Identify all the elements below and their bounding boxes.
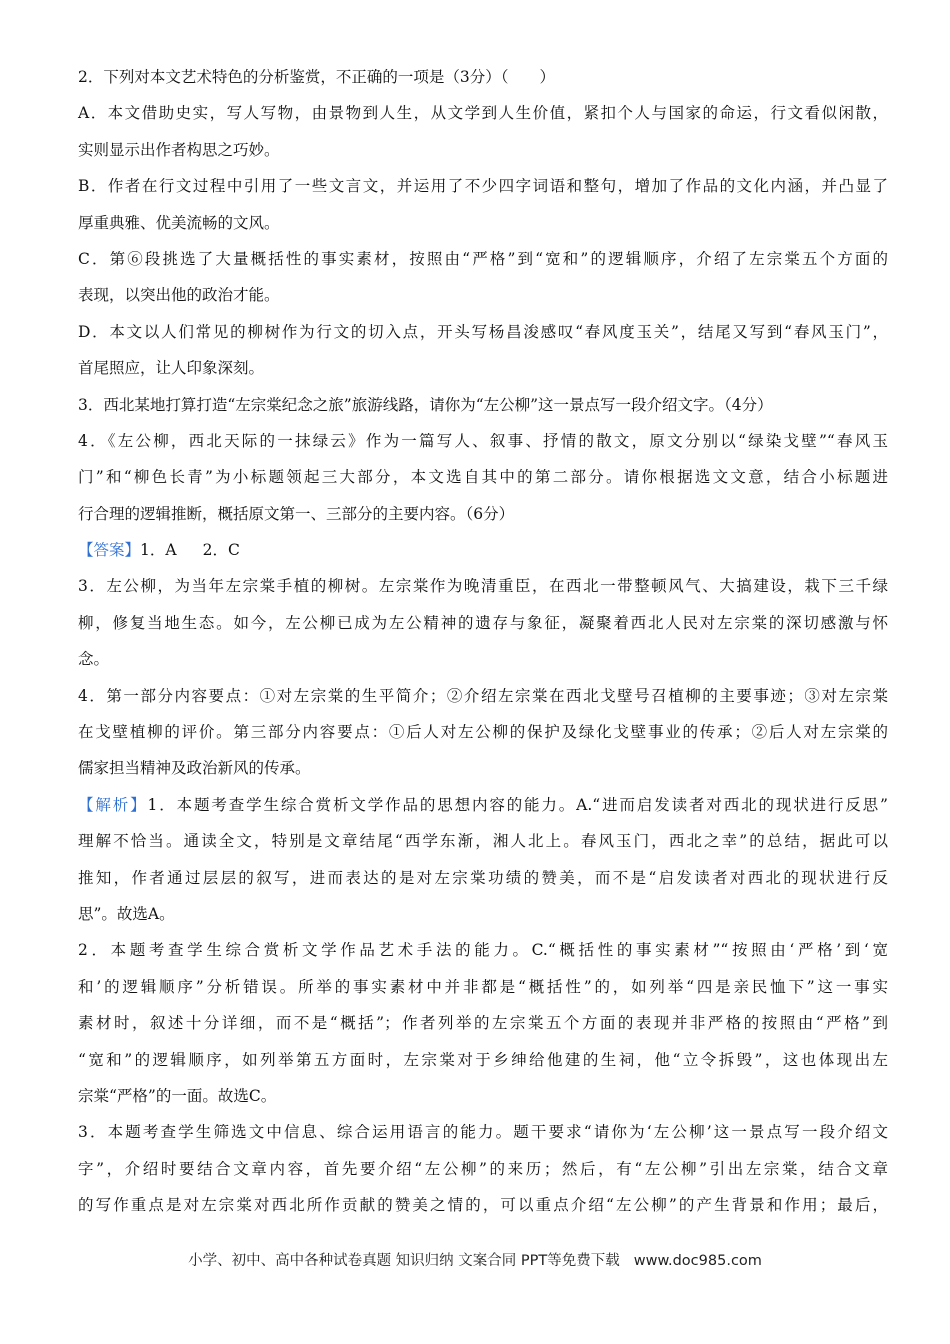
analysis-2-line-4: “宽和”的逻辑顺序，如列举第五方面时，左宗棠对于乡绅给他建的生祠，他“立令拆毁”，这也体现出左 [78,1050,888,1069]
answer-3-line-1: 3．左公柳，为当年左宗棠手植的柳树。左宗棠作为晚清重臣，在西北一带整顿风气、大搞建设，栽下三千绿 [78,577,888,596]
question-3-stem: 3．西北某地打算打造“左宗棠纪念之旅”旅游线路，请你为“左公柳”这一景点写一段介绍文字。（4分） [78,395,773,414]
analysis-1-line-2: 理解不恰当。通读全文，特别是文章结尾“西学东渐，湘人北上。春风玉门，西北之幸”的总结，据此可以 [78,832,888,851]
analysis-1-line-1 [78,796,888,814]
option-b-line-1: B．作者在行文过程中引用了一些文言文，并运用了不少四字词语和整句，增加了作品的文化内涵，并凸显了 [78,177,888,196]
analysis-3-line-1: 3．本题考查学生筛选文中信息、综合运用语言的能力。题干要求“请你为‘左公柳’这一景点写一段介绍文 [78,1123,888,1142]
option-d-line-2: 首尾照应，让人印象深刻。 [78,359,265,378]
analysis-2-line-2: 和’的逻辑顺序”分析错误。所举的事实素材中并非都是“概括性”的，如列举“四是亲民恤下”这一事实 [78,977,888,996]
answer-4-line-2: 在戈壁植柳的评价。第三部分内容要点：①后人对左公柳的保护及绿化戈壁事业的传承；②后人对左宗棠的 [78,723,888,742]
footer-url: www.doc985.com [633,1253,762,1269]
analysis-2-line-3: 素材时，叙述十分详细，而不是“概括”；作者列举的左宗棠五个方面的表现并非严格的按照由“严格”到 [78,1014,888,1033]
document-page [78,68,888,1233]
footer-text: 小学、初中、高中各种试卷真题 知识归纳 文案合同 PPT等免费下载 [188,1253,620,1269]
option-a-line-1: A．本文借助史实，写人写物，由景物到人生，从文学到人生价值，紧扣个人与国家的命运，行文看似闲散， [78,104,888,123]
question-4-line-1: 4．《左公柳，西北天际的一抹绿云》作为一篇写人、叙事、抒情的散文，原文分别以“绿染戈壁”“春风玉 [78,431,888,450]
option-c-line-1: C．第⑥段挑选了大量概括性的事实素材，按照由“严格”到“宽和”的逻辑顺序，介绍了左宗棠五个方面的 [78,249,888,268]
option-d-line-1: D．本文以人们常见的柳树作为行文的切入点，开头写杨昌浚感叹“春风度玉关”，结尾又写到“春风玉门”， [78,322,888,341]
answer-3-line-2: 柳，修复当地生态。如今，左公柳已成为左公精神的遗存与象征，凝聚着西北人民对左宗棠的深切感激与怀 [78,613,888,632]
analysis-3-line-2: 字”，介绍时要结合文章内容，首先要介绍“左公柳”的来历；然后，有“左公柳”引出左宗棠，结合文章 [78,1159,888,1178]
analysis-1-line-4: 思”。故选A。 [78,904,175,923]
option-b-line-2: 厚重典雅、优美流畅的文风。 [78,213,280,232]
analysis-1-line-3: 推知，作者通过层层的叙写，进而表达的是对左宗棠功绩的赞美，而不是“启发读者对西北的现状进行反 [78,868,888,887]
option-c-line-2: 表现，以突出他的政治才能。 [78,286,280,305]
analysis-3-line-3: 的写作重点是对左宗棠对西北所作贡献的赞美之情的，可以重点介绍“左公柳”的产生背景和作用；最后， [78,1196,888,1215]
answer-4-line-1: 4．第一部分内容要点：①对左宗棠的生平简介；②介绍左宗棠在西北戈壁号召植柳的主要事迹；③对左宗棠 [78,686,888,705]
analysis-tag: 【解析】 [78,795,148,814]
question-4-line-3: 行合理的逻辑推断，概括原文第一、三部分的主要内容。（6分） [78,504,515,523]
answer-3-line-3: 念。 [78,650,110,669]
answer-1: 1．A [140,541,177,560]
analysis-2-line-5: 宗棠“严格”的一面。故选C。 [78,1086,277,1105]
question-4-line-2: 门”和“柳色长青”为小标题领起三大部分，本文选自其中的第二部分。请你根据选文文意，结合小标题进 [78,468,888,487]
analysis-2-line-1: 2．本题考查学生综合赏析文学作品艺术手法的能力。C.“概括性的事实素材”“按照由‘严格’到‘宽 [78,941,888,960]
answer-tag: 【答案】 [78,541,141,560]
page-footer [0,1252,950,1270]
question-2-stem: 2．下列对本文艺术特色的分析鉴赏，不正确的一项是（3分）（ ） [78,68,555,86]
answer-line [78,541,888,559]
analysis-1-text: 1．本题考查学生综合赏析文学作品的思想内容的能力。A.“进而启发读者对西北的现状进行反思” [147,795,888,814]
option-a-line-2: 实则显示出作者构思之巧妙。 [78,140,280,159]
answer-4-line-3: 儒家担当精神及政治新风的传承。 [78,759,311,778]
answer-2: 2．C [202,541,240,560]
